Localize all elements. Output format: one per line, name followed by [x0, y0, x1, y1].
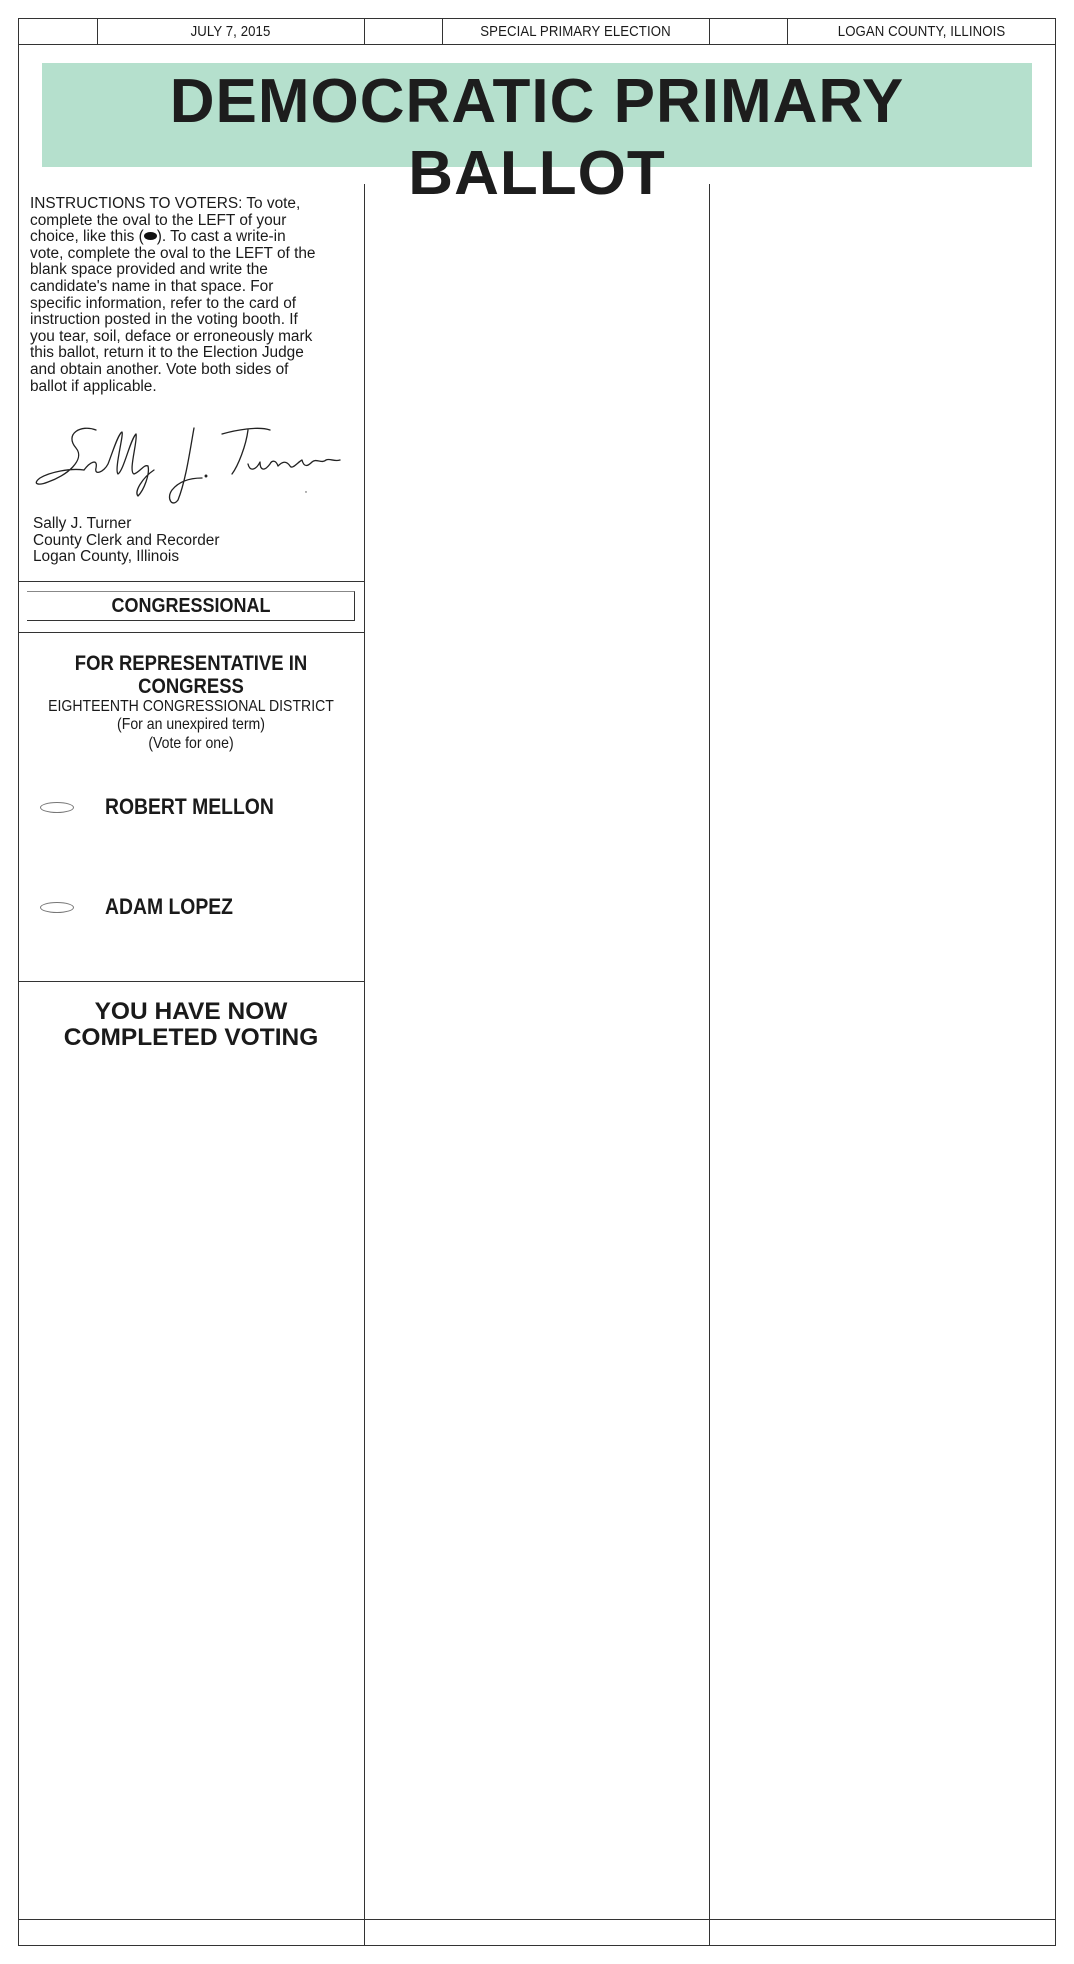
instruction-text: ). To cast a write-in	[156, 228, 286, 246]
instruction-line: you tear, soil, deface or erroneously mark	[30, 327, 313, 345]
header-cell-divider	[787, 18, 788, 44]
header-date: JULY 7, 2015	[190, 23, 271, 40]
section-divider	[18, 581, 364, 582]
filled-oval-example-icon	[144, 232, 157, 240]
instruction-line: INSTRUCTIONS TO VOTERS: To vote,	[30, 195, 301, 212]
instruction-line: and obtain another. Vote both sides of	[30, 360, 289, 378]
clerk-title: County Clerk and Recorder	[33, 531, 220, 549]
header-election-type: SPECIAL PRIMARY ELECTION	[480, 23, 671, 40]
column-divider-1	[364, 184, 365, 1946]
section-divider	[18, 632, 364, 633]
completion-line1: YOU HAVE NOW	[94, 998, 288, 1025]
header-cell-divider	[97, 18, 98, 44]
clerk-info	[33, 516, 219, 566]
instruction-line: instruction posted in the voting booth. If	[30, 311, 298, 329]
contest-term: (For an unexpired term)	[117, 716, 265, 733]
vote-oval-robert-mellon[interactable]	[40, 802, 74, 813]
instruction-line: blank space provided and write the	[30, 261, 268, 279]
section-label: CONGRESSIONAL	[111, 595, 271, 617]
instruction-line	[30, 229, 355, 246]
contest-district: EIGHTEENTH CONGRESSIONAL DISTRICT	[48, 698, 334, 715]
instruction-line: candidate's name in that space. For	[30, 277, 274, 295]
contest-vote-for: (Vote for one)	[148, 735, 234, 752]
candidate-name: ROBERT MELLON	[105, 794, 274, 819]
column-divider-2	[709, 184, 710, 1946]
vote-oval-adam-lopez[interactable]	[40, 902, 74, 913]
clerk-name: Sally J. Turner	[33, 515, 132, 532]
instruction-line: complete the oval to the LEFT of your	[30, 211, 287, 229]
clerk-signature-icon	[26, 420, 346, 512]
header-divider	[18, 44, 1056, 45]
header-cell-divider	[364, 18, 365, 44]
header-cell-divider	[442, 18, 443, 44]
completion-line2: COMPLETED VOTING	[63, 1024, 319, 1051]
contest-office-line1: FOR REPRESENTATIVE IN	[74, 652, 308, 675]
header-jurisdiction: LOGAN COUNTY, ILLINOIS	[837, 23, 1006, 40]
footer-divider	[18, 1919, 1056, 1920]
instruction-line: this ballot, return it to the Election Judge	[30, 344, 304, 362]
instruction-text: choice, like this (	[30, 228, 144, 246]
contest-office-line2: CONGRESS	[138, 675, 244, 698]
contest-divider	[18, 981, 364, 982]
clerk-location: Logan County, Illinois	[33, 548, 180, 566]
ballot-title: DEMOCRATIC PRIMARY BALLOT	[169, 67, 905, 208]
header-cell-divider	[709, 18, 710, 44]
instruction-line: vote, complete the oval to the LEFT of the	[30, 244, 316, 262]
instruction-line: ballot if applicable.	[30, 377, 157, 395]
instruction-line: specific information, refer to the card of	[30, 294, 297, 312]
candidate-name: ADAM LOPEZ	[105, 894, 233, 919]
voter-instructions	[30, 196, 355, 395]
